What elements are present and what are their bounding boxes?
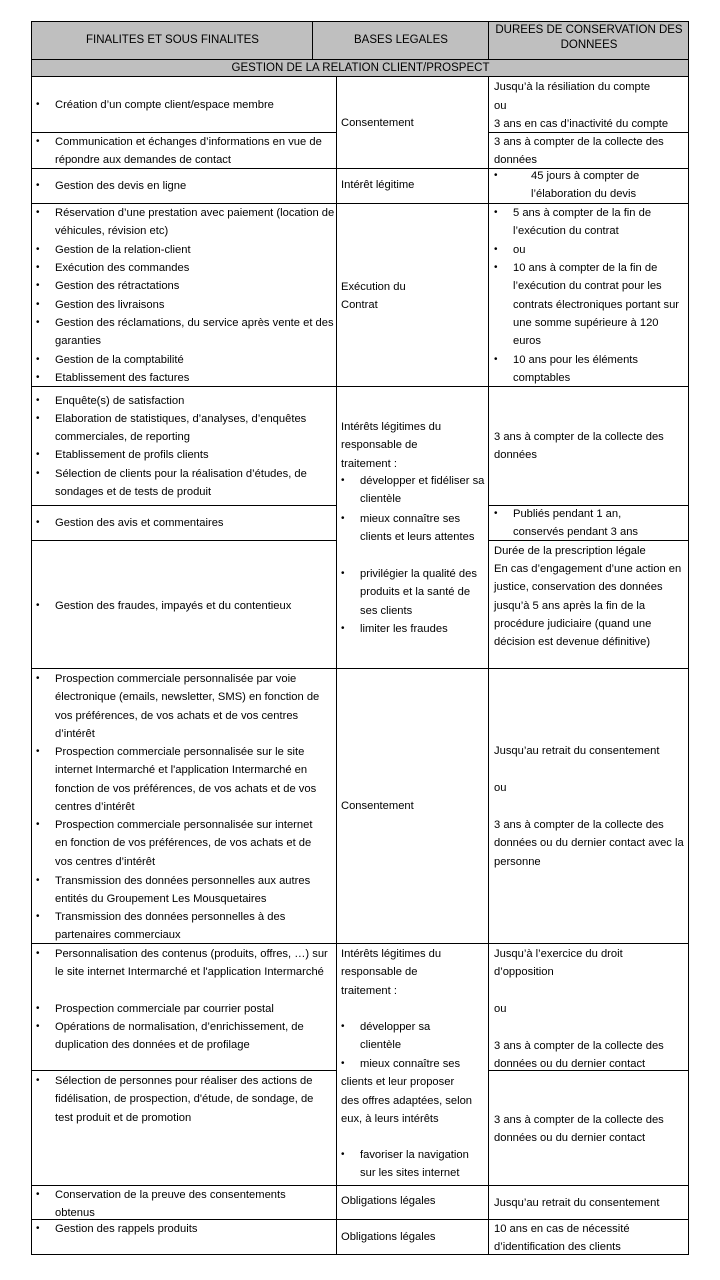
grid-line bbox=[31, 21, 689, 22]
bullet-icon bbox=[341, 565, 345, 583]
bullet-icon bbox=[36, 446, 40, 464]
retention-text: En cas d’engagement d’une action en justice, conservation des données jusqu’à 5 ans après la fin de la procédure judiciaire (quand une décision est devenue définitive) bbox=[494, 563, 682, 649]
bullet-icon bbox=[36, 1018, 40, 1036]
legal-basis-item: mieux connaître ses clients et leurs attentes bbox=[360, 513, 475, 544]
legal-basis: Intérêts légitimes du responsable de traitement : bbox=[341, 948, 442, 997]
bullet-icon bbox=[36, 392, 40, 410]
retention-text: Jusqu’à la résiliation du compte bbox=[494, 81, 651, 93]
retention-text: 3 ans à compter de la collecte des données ou du dernier contact bbox=[494, 1040, 664, 1071]
retention-text: Jusqu’au retrait du consentement bbox=[494, 745, 660, 757]
purpose-text: Etablissement de profils clients bbox=[55, 449, 209, 461]
legal-basis-item: développer sa clientèle bbox=[360, 1021, 431, 1052]
bullet-icon bbox=[36, 296, 40, 314]
section-title: GESTION DE LA RELATION CLIENT/PROSPECT bbox=[231, 62, 490, 74]
bullet-icon bbox=[494, 351, 498, 369]
legal-basis-item: mieux connaître ses clients et leur proposer des offres adaptées, selon eux, à leurs intérêts bbox=[341, 1058, 473, 1125]
retention-text: ou bbox=[513, 244, 526, 256]
bullet-icon bbox=[36, 872, 40, 890]
retention-text: Durée de la prescription légale bbox=[494, 545, 646, 557]
purpose-text: Gestion de la relation-client bbox=[55, 244, 191, 256]
retention-text: Publiés pendant 1 an, conservés pendant 3 ans bbox=[513, 508, 639, 539]
bullet-icon bbox=[36, 177, 40, 195]
bullet-icon bbox=[36, 670, 40, 688]
purpose-text: Prospection commerciale personnalisée sur internet en fonction de vos préférences, de vos achats et de vos centres d’intérêt bbox=[55, 819, 313, 868]
header-purposes: FINALITES ET SOUS FINALITES bbox=[86, 34, 259, 46]
bullet-icon bbox=[36, 816, 40, 834]
purpose-text: Gestion des livraisons bbox=[55, 299, 165, 311]
retention-text: 10 ans en cas de nécessité d’identification des clients bbox=[494, 1223, 630, 1254]
purpose-text: Gestion de la comptabilité bbox=[55, 354, 184, 366]
bullet-icon bbox=[36, 1000, 40, 1018]
purpose-text: Conservation de la preuve des consentements obtenus bbox=[55, 1189, 286, 1220]
legal-basis-item: développer et fidéliser sa clientèle bbox=[360, 475, 485, 506]
purpose-text: Réservation d’une prestation avec paiement (location de véhicules, révision etc) bbox=[55, 207, 335, 238]
bullet-icon bbox=[494, 241, 498, 259]
legal-basis-item: privilégier la qualité des produits et la santé de ses clients bbox=[360, 568, 477, 617]
legal-basis: Obligations légales bbox=[341, 1195, 436, 1207]
retention-text: ou bbox=[494, 782, 507, 794]
legal-basis: Intérêt légitime bbox=[341, 179, 415, 191]
bullet-icon bbox=[341, 472, 345, 490]
bullet-icon bbox=[36, 410, 40, 428]
purpose-text: Gestion des avis et commentaires bbox=[55, 517, 224, 529]
bullet-icon bbox=[36, 259, 40, 277]
purpose-text: Gestion des rétractations bbox=[55, 280, 180, 292]
retention-text: 10 ans pour les éléments comptables bbox=[513, 354, 639, 385]
bullet-icon bbox=[341, 1018, 345, 1036]
bullet-icon bbox=[36, 1072, 40, 1090]
grid-line bbox=[31, 505, 336, 506]
grid-line bbox=[31, 76, 689, 77]
grid-line bbox=[31, 540, 336, 541]
bullet-icon bbox=[36, 133, 40, 151]
legal-basis-item: favoriser la navigation sur les sites internet bbox=[360, 1149, 469, 1180]
bullet-icon bbox=[36, 369, 40, 387]
retention-text: 10 ans à compter de la fin de l’exécution du contrat pour les contrats électroniques portant sur une somme supérieure à 120 euros bbox=[513, 262, 680, 348]
bullet-icon bbox=[36, 514, 40, 532]
purpose-text: Enquête(s) de satisfaction bbox=[55, 395, 185, 407]
legal-basis: Intérêts légitimes du responsable de traitement : bbox=[341, 421, 442, 470]
legal-basis: Exécution du Contrat bbox=[341, 281, 406, 312]
purpose-text: Etablissement des factures bbox=[55, 372, 190, 384]
bullet-icon bbox=[36, 908, 40, 926]
bullet-icon bbox=[36, 96, 40, 114]
bullet-icon bbox=[36, 1186, 40, 1204]
purpose-text: Exécution des commandes bbox=[55, 262, 190, 274]
bullet-icon bbox=[36, 1220, 40, 1238]
purpose-text: Transmission des données personnelles à des partenaires commerciaux bbox=[55, 911, 286, 942]
bullet-icon bbox=[36, 204, 40, 222]
retention-text: 3 ans à compter de la collecte des données ou du dernier contact bbox=[494, 1114, 664, 1145]
purpose-text: Gestion des réclamations, du service après vente et des garanties bbox=[55, 317, 334, 348]
bullet-icon bbox=[36, 277, 40, 295]
grid-line bbox=[488, 21, 489, 60]
purpose-text: Sélection de personnes pour réaliser des actions de fidélisation, de prospection, d'étude, de sondage, de test produit et de promotion bbox=[55, 1075, 314, 1124]
grid-line bbox=[31, 668, 689, 669]
bullet-icon bbox=[36, 743, 40, 761]
bullet-icon bbox=[36, 465, 40, 483]
bullet-icon bbox=[494, 167, 498, 185]
retention-text: 3 ans à compter de la collecte des données ou du dernier contact avec la personne bbox=[494, 819, 684, 868]
bullet-icon bbox=[36, 241, 40, 259]
bullet-icon bbox=[36, 945, 40, 963]
purpose-text: Prospection commerciale personnalisée sur le site internet Intermarché et l'application Intermarché en fonction de vos préférences, de vos achats et de vos centres d’intérêt bbox=[55, 746, 317, 813]
legal-basis: Consentement bbox=[341, 800, 414, 812]
purpose-text: Création d’un compte client/espace membre bbox=[55, 99, 274, 111]
purpose-text: Prospection commerciale par courrier postal bbox=[55, 1003, 274, 1015]
bullet-icon bbox=[36, 597, 40, 615]
retention-text: ou bbox=[494, 100, 507, 112]
purpose-text: Communication et échanges d’informations en vue de répondre aux demandes de contact bbox=[55, 136, 322, 167]
header-legal-basis: BASES LEGALES bbox=[354, 34, 448, 46]
purpose-text: Gestion des rappels produits bbox=[55, 1223, 198, 1235]
retention-text: Jusqu’à l’exercice du droit d’opposition bbox=[494, 948, 623, 979]
retention-text: 5 ans à compter de la fin de l’exécution du contrat bbox=[513, 207, 652, 238]
bullet-icon bbox=[341, 1146, 345, 1164]
retention-text: 45 jours à compter de l’élaboration du devis bbox=[531, 170, 640, 201]
bullet-icon bbox=[341, 510, 345, 528]
purpose-text: Opérations de normalisation, d’enrichissement, de duplication des données et de profilage bbox=[55, 1021, 304, 1052]
grid-line bbox=[312, 21, 313, 60]
legal-basis: Obligations légales bbox=[341, 1231, 436, 1243]
bullet-icon bbox=[494, 505, 498, 523]
bullet-icon bbox=[341, 620, 345, 638]
bullet-icon bbox=[36, 351, 40, 369]
purpose-text: Prospection commerciale personnalisée par voie électronique (emails, newsletter, SMS) en fonction de vos préférences, de vos achats et de vos centres d’intérêt bbox=[55, 673, 320, 740]
legal-basis: Consentement bbox=[341, 117, 414, 129]
retention-text: 3 ans à compter de la collecte des données bbox=[494, 136, 664, 167]
grid-line bbox=[336, 77, 337, 1255]
purpose-text: Gestion des devis en ligne bbox=[55, 180, 187, 192]
purpose-text: Transmission des données personnelles aux autres entités du Groupement Les Mousquetaires bbox=[55, 875, 311, 906]
retention-text: Jusqu’au retrait du consentement bbox=[494, 1197, 660, 1209]
header-retention: DUREES DE CONSERVATION DES DONNEES bbox=[495, 24, 683, 51]
retention-text: ou bbox=[494, 1003, 507, 1015]
purpose-text: Elaboration de statistiques, d’analyses, d’enquêtes commerciales, de reporting bbox=[55, 413, 307, 444]
bullet-icon bbox=[494, 204, 498, 222]
grid-line bbox=[31, 59, 689, 60]
legal-basis-item: limiter les fraudes bbox=[360, 623, 448, 635]
purpose-text: Sélection de clients pour la réalisation d’études, de sondages et de tests de produit bbox=[55, 468, 307, 499]
bullet-icon bbox=[494, 259, 498, 277]
retention-text: 3 ans en cas d’inactivité du compte bbox=[494, 118, 669, 130]
purpose-text: Personnalisation des contenus (produits, offres, …) sur le site internet Intermarché et l'application Intermarché bbox=[55, 948, 328, 979]
grid-line bbox=[488, 77, 489, 1255]
retention-text: 3 ans à compter de la collecte des données bbox=[494, 431, 664, 462]
grid-line bbox=[31, 1070, 336, 1071]
bullet-icon bbox=[36, 314, 40, 332]
purpose-text: Gestion des fraudes, impayés et du contentieux bbox=[55, 600, 292, 612]
